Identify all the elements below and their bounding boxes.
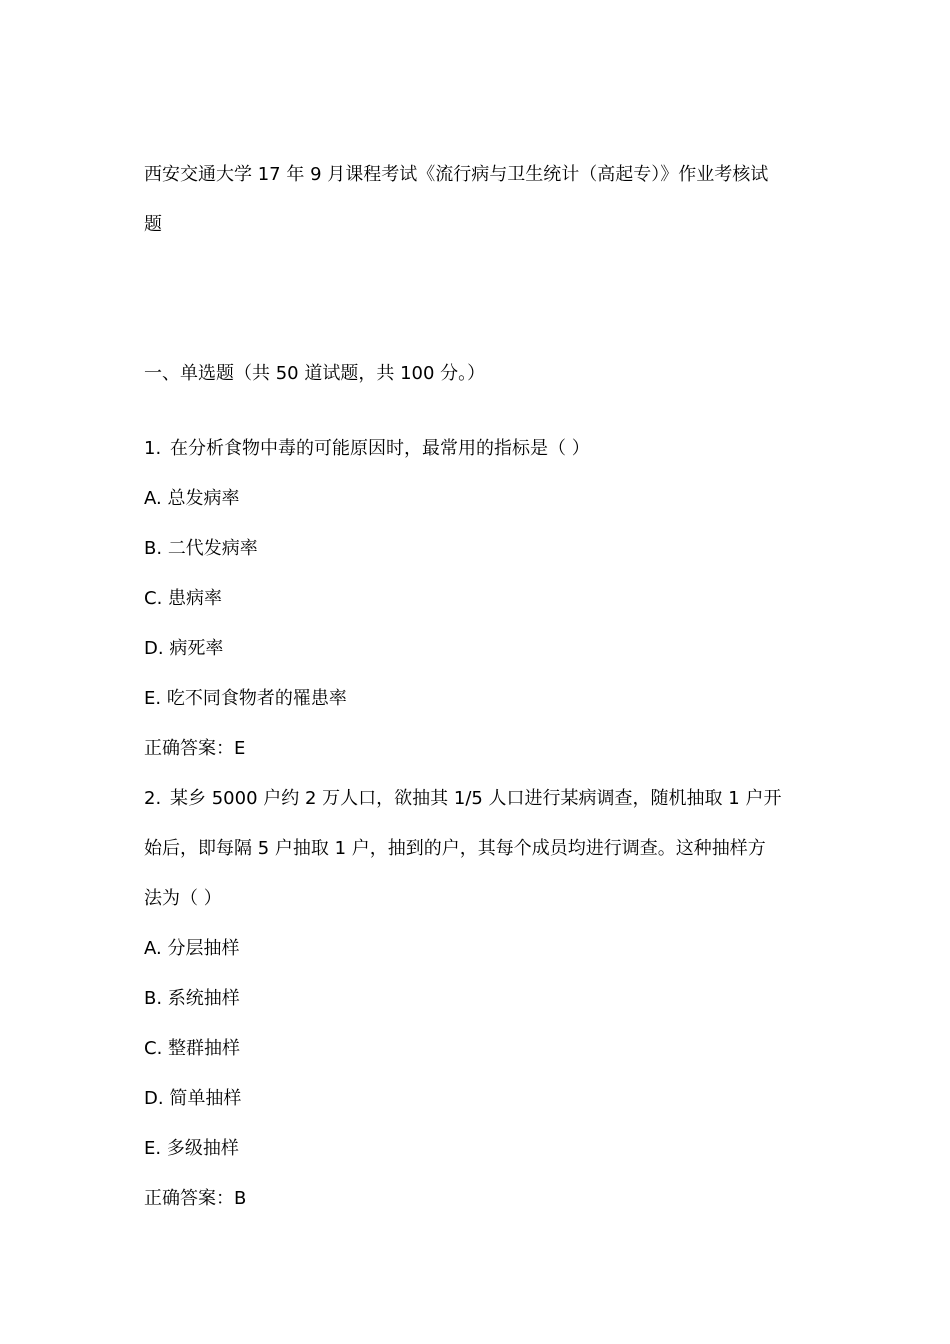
question-stem-text: 某乡 5000 户约 2 万人口，欲抽其 1/5 人口进行某病调查，随机抽取 1 户开 (170, 788, 782, 809)
option-c (144, 1024, 814, 1074)
option-a (144, 474, 814, 524)
option-letter: A. (144, 488, 162, 509)
option-a (144, 924, 814, 974)
question-stem-text: 在分析食物中毒的可能原因时，最常用的指标是（ ） (170, 438, 590, 459)
option-letter: E. (144, 1138, 162, 1159)
question-2 (144, 774, 814, 1224)
option-e (144, 674, 814, 724)
question-number: 1. (144, 438, 162, 459)
option-text: 简单抽样 (169, 1088, 242, 1109)
option-letter: D. (144, 1088, 164, 1109)
option-text: 总发病率 (167, 488, 240, 509)
option-text: 病死率 (169, 638, 224, 659)
question-1 (144, 424, 814, 774)
answer-label: 正确答案： (144, 1188, 234, 1209)
question-stem-continued: 法为（ ） (144, 888, 222, 909)
question-stem (144, 774, 814, 824)
option-letter: B. (144, 988, 163, 1009)
title-line: 题 (144, 214, 162, 235)
question-number: 2. (144, 788, 162, 809)
section-heading-text: 一、单选题（共 50 道试题，共 100 分。） (144, 363, 486, 384)
option-text: 患病率 (168, 588, 223, 609)
option-text: 二代发病率 (167, 538, 258, 559)
option-text: 系统抽样 (167, 988, 240, 1009)
answer-value: B (234, 1188, 247, 1209)
section-heading (144, 349, 814, 399)
option-e (144, 1124, 814, 1174)
question-stem (144, 424, 814, 474)
option-letter: D. (144, 638, 164, 659)
title-line: 西安交通大学 17 年 9 月课程考试《流行病与卫生统计（高起专）》作业考核试 (144, 164, 769, 185)
option-text: 整群抽样 (168, 1038, 241, 1059)
option-b (144, 524, 814, 574)
option-letter: C. (144, 588, 163, 609)
question-stem-continued: 始后，即每隔 5 户抽取 1 户，抽到的户，其每个成员均进行调查。这种抽样方 (144, 838, 766, 859)
option-letter: B. (144, 538, 163, 559)
option-d (144, 624, 814, 674)
option-text: 分层抽样 (167, 938, 240, 959)
option-letter: C. (144, 1038, 163, 1059)
answer-label: 正确答案： (144, 738, 234, 759)
option-b (144, 974, 814, 1024)
option-text: 吃不同食物者的罹患率 (166, 688, 347, 709)
correct-answer (144, 724, 814, 774)
option-letter: A. (144, 938, 162, 959)
option-letter: E. (144, 688, 162, 709)
question-list (144, 424, 814, 1224)
option-text: 多级抽样 (166, 1138, 239, 1159)
answer-value: E (234, 738, 246, 759)
document-title (144, 150, 814, 250)
option-d (144, 1074, 814, 1124)
correct-answer (144, 1174, 814, 1224)
option-c (144, 574, 814, 624)
